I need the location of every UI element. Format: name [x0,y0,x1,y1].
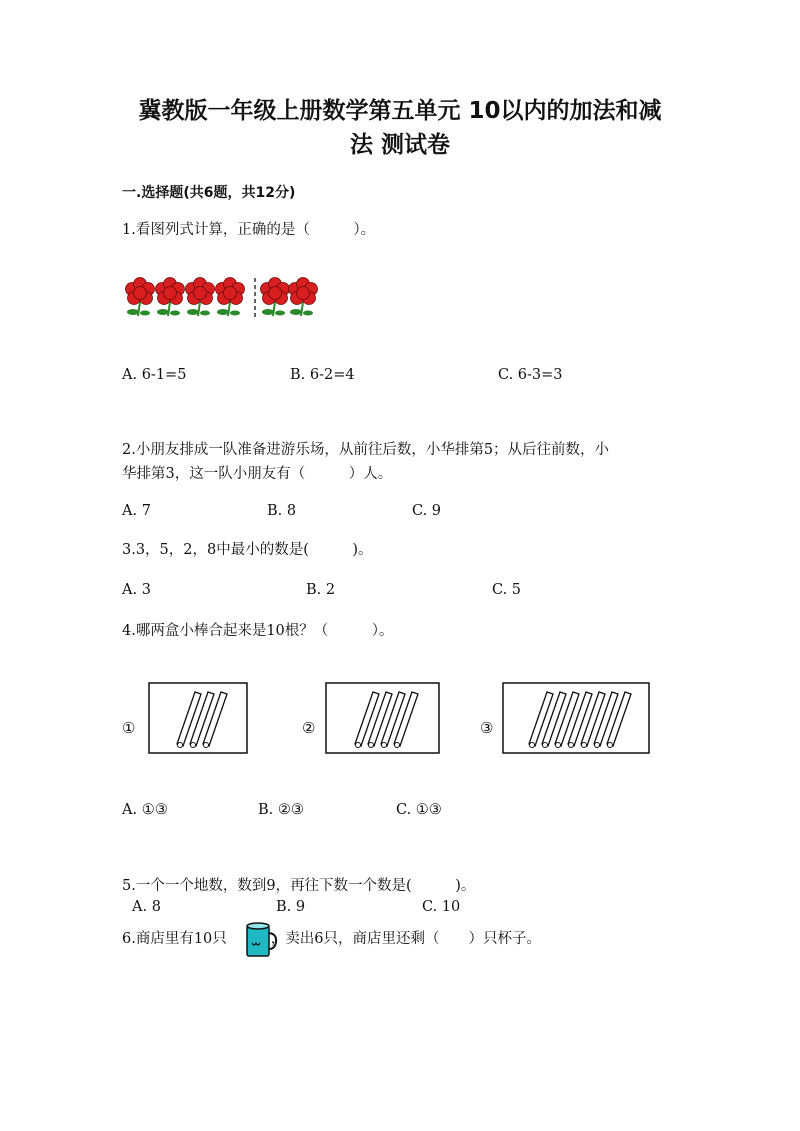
section-heading: 一.选择题(共6题，共12分) [122,185,296,201]
flower-4 [261,278,290,317]
stick-box-3 [502,682,650,754]
question-6 [122,927,722,951]
stick-box-1 [148,682,248,754]
q3-option-a[interactable]: A. 3 [122,582,151,598]
q1-option-c[interactable]: C. 6-3=3 [498,367,563,383]
question-6-text-after: ，卖出6只，商店里还剩（ ）只杯子。 [270,931,542,947]
page-title [100,94,700,162]
q4-option-a[interactable]: A. ①③ [122,802,168,818]
q2-option-a[interactable]: A. 7 [122,503,151,519]
q3-option-c[interactable]: C. 5 [492,582,522,598]
flower-1 [156,278,185,317]
q5-option-a[interactable]: A. 8 [132,899,161,915]
q5-option-c[interactable]: C. 10 [422,899,461,915]
stick-box-2 [325,682,440,754]
cup-icon [244,921,280,959]
question-1: 1.看图列式计算，正确的是（ ）。 [122,222,376,238]
title-line-2: 法 测试卷 [349,132,450,158]
box-label-1: ① [122,719,136,737]
q1-option-b[interactable]: B. 6-2=4 [290,367,355,383]
q2-option-b[interactable]: B. 8 [267,503,297,519]
box-label-2: ② [302,719,316,737]
question-2 [122,438,682,486]
flower-3 [216,278,245,317]
q4-option-c[interactable]: C. ①③ [396,802,442,818]
q4-option-b[interactable]: B. ②③ [258,802,304,818]
flowers-figure [120,272,330,324]
flower-2 [186,278,215,317]
q2-option-c[interactable]: C. 9 [412,503,442,519]
question-3: 3.3，5，2，8中最小的数是( )。 [122,542,373,558]
question-5: 5.一个一个地数，数到9，再往下数一个数是( )。 [122,878,476,894]
question-6-text-before: 6.商店里有10只 [122,931,227,947]
question-4: 4.哪两盒小棒合起来是10根？（ ）。 [122,623,394,639]
question-2-line-1: 2.小朋友排成一队准备进游乐场，从前往后数，小华排第5；从后往前数，小 [122,442,610,458]
title-line-1: 冀教版一年级上册数学第五单元 10以内的加法和减 [138,98,662,124]
q1-option-a[interactable]: A. 6-1=5 [122,367,187,383]
q3-option-b[interactable]: B. 2 [306,582,336,598]
question-2-line-2: 华排第3，这一队小朋友有（ ）人。 [122,466,393,482]
flower-0 [126,278,155,317]
box-label-3: ③ [480,719,494,737]
flower-5 [289,278,318,317]
q5-option-b[interactable]: B. 9 [276,899,306,915]
